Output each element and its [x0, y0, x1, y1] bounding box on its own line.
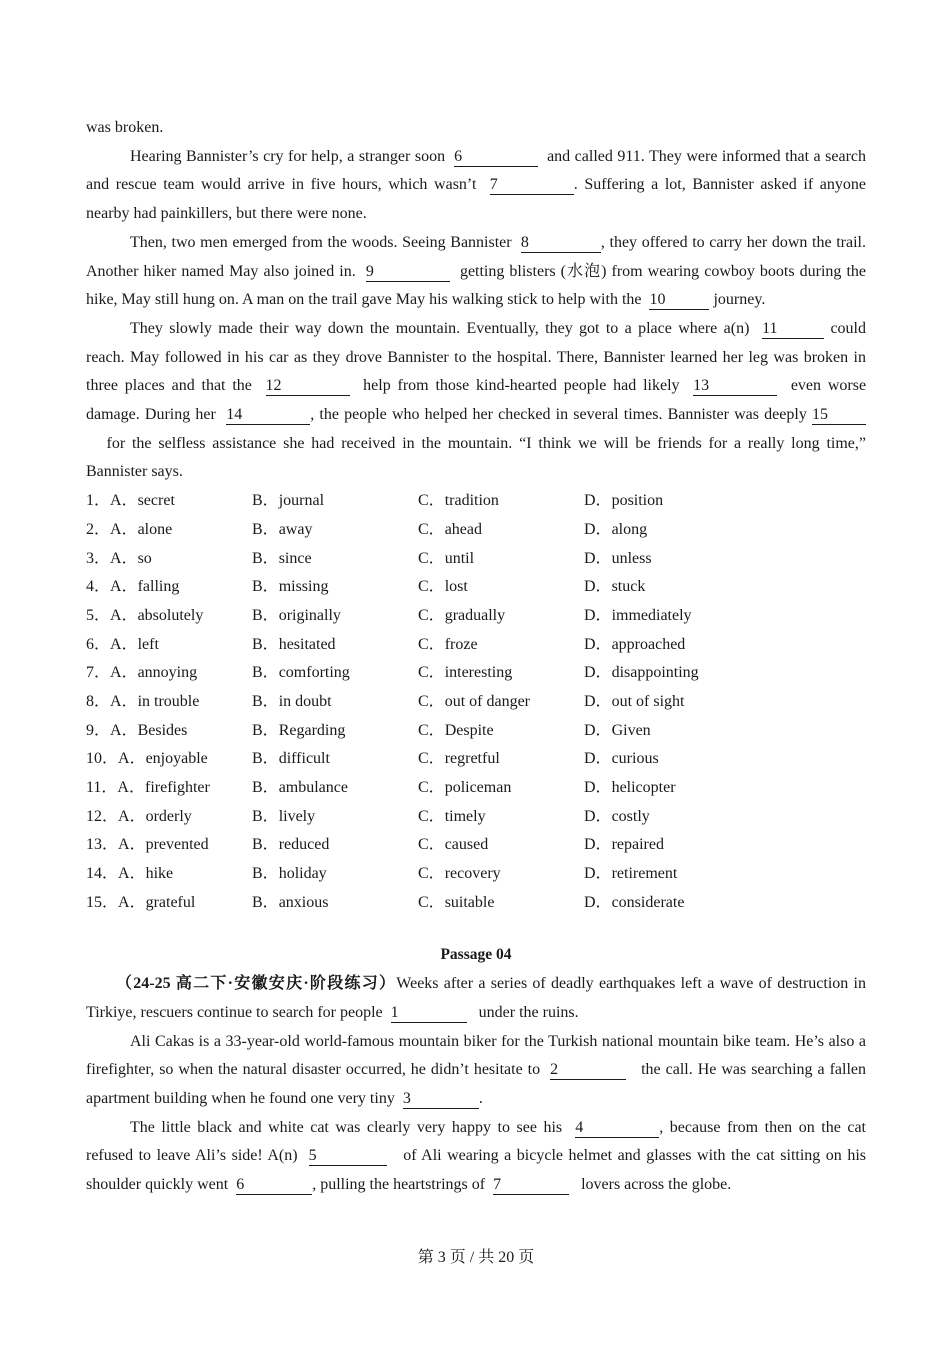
blank-p4-2[interactable]: 2 [550, 1061, 626, 1080]
text: of Ali wearing a bicycle helmet and glasses with the cat sitting on his shoulder quickly went [86, 1147, 866, 1194]
option-c[interactable] [418, 889, 584, 918]
option-d[interactable] [584, 889, 754, 918]
question-number: 3． [86, 549, 111, 567]
option-text: unless [611, 549, 652, 567]
option-d[interactable] [584, 631, 754, 660]
blank-9[interactable]: 9 [366, 263, 450, 282]
option-letter: A． [110, 549, 138, 567]
text: and called 911. They were informed that a search and rescue team would arrive in five hours, which wasn’t [86, 147, 867, 194]
option-letter: A． [118, 865, 146, 883]
option-text: difficult [278, 750, 330, 768]
option-letter: C． [418, 750, 445, 768]
option-text: helicopter [611, 779, 676, 797]
option-letter: B． [252, 492, 279, 510]
blank-p4-3[interactable]: 3 [403, 1090, 479, 1109]
option-letter: D． [584, 779, 612, 797]
option-letter: B． [252, 606, 279, 624]
option-a[interactable] [86, 516, 252, 545]
option-text: out of danger [444, 692, 530, 710]
option-letter: A． [110, 520, 138, 538]
option-letter: B． [252, 635, 279, 653]
option-letter: A． [110, 635, 138, 653]
option-text: annoying [137, 664, 198, 682]
options-list [86, 487, 866, 917]
option-letter: D． [584, 492, 612, 510]
option-text: along [611, 520, 648, 538]
blank-p4-7[interactable]: 7 [493, 1176, 569, 1195]
option-text: absolutely [137, 606, 204, 624]
question-number: 10． [86, 750, 119, 768]
option-text: stuck [611, 578, 646, 596]
option-letter: C． [418, 721, 445, 739]
option-letter: B． [252, 779, 279, 797]
option-letter: B． [252, 836, 279, 854]
question-number: 2． [86, 520, 111, 538]
option-letter: C． [418, 865, 445, 883]
option-text: secret [137, 492, 175, 510]
option-b[interactable] [252, 889, 418, 918]
text: , the people who helped her checked in several times. Bannister was deeply [310, 406, 807, 424]
passage4-paragraph-1 [86, 970, 866, 1027]
text: was broken. [86, 119, 164, 136]
option-letter: A． [118, 807, 146, 825]
option-letter: C． [418, 664, 445, 682]
option-letter: B． [252, 865, 279, 883]
text: could reach. May followed in his car as they drove Bannister to the hospital. There, Bannister learned her leg was broken in three places and that the [86, 319, 866, 395]
blank-7[interactable]: 7 [490, 176, 574, 195]
option-letter: B． [252, 893, 279, 911]
option-row [86, 688, 866, 717]
option-text: firefighter [144, 779, 210, 797]
option-c[interactable] [418, 774, 584, 803]
option-letter: D． [584, 836, 612, 854]
option-c[interactable] [418, 860, 584, 889]
blank-8[interactable]: 8 [521, 234, 601, 253]
option-text: Regarding [278, 721, 346, 739]
option-a[interactable] [86, 717, 252, 746]
option-text: missing [278, 578, 329, 596]
question-source: （24-25 高二下·安徽安庆·阶段练习） [116, 975, 397, 993]
option-letter: D． [584, 721, 612, 739]
option-text: approached [611, 635, 686, 653]
option-a[interactable] [86, 860, 252, 889]
option-letter: C． [418, 606, 445, 624]
question-number: 6． [86, 635, 111, 653]
option-text: falling [137, 578, 180, 596]
text: getting blisters (水泡) from wearing cowboy boots during the hike, May still hung on. A man on the trail gave May his walking stick to help with the [86, 262, 866, 309]
option-letter: A． [118, 836, 146, 854]
text: , because from then on the cat refused to leave Ali’s side! A(n) [86, 1118, 867, 1165]
option-d[interactable] [584, 573, 754, 602]
text: . Suffering a lot, Bannister asked if anyone nearby had painkillers, but there were none. [86, 176, 867, 223]
option-b[interactable] [252, 803, 418, 832]
option-text: since [278, 549, 312, 567]
option-text: journal [278, 492, 325, 510]
option-b[interactable] [252, 631, 418, 660]
question-number: 7． [86, 664, 111, 682]
option-row [86, 516, 866, 545]
text: even worse damage. During her [86, 377, 867, 424]
option-text: left [137, 635, 159, 653]
option-text: immediately [611, 606, 692, 624]
blank-13[interactable]: 13 [693, 377, 777, 396]
option-d[interactable] [584, 717, 754, 746]
option-text: in trouble [137, 692, 200, 710]
option-letter: B． [252, 578, 279, 596]
option-letter: B． [252, 692, 279, 710]
blank-11[interactable]: 11 [762, 320, 824, 339]
paragraph-2 [86, 229, 866, 315]
option-a[interactable] [86, 745, 252, 774]
option-text: anxious [278, 893, 329, 911]
option-letter: B． [252, 520, 279, 538]
option-text: regretful [444, 750, 500, 768]
option-text: hike [145, 865, 174, 883]
option-c[interactable] [418, 717, 584, 746]
option-d[interactable] [584, 516, 754, 545]
option-row [86, 573, 866, 602]
option-c[interactable] [418, 545, 584, 574]
option-b[interactable] [252, 573, 418, 602]
option-c[interactable] [418, 803, 584, 832]
option-d[interactable] [584, 487, 754, 516]
option-text: costly [611, 807, 650, 825]
option-letter: C． [418, 893, 445, 911]
option-letter: B． [252, 721, 279, 739]
option-c[interactable] [418, 487, 584, 516]
blank-15[interactable]: 15 [812, 406, 866, 425]
paragraph-top [86, 114, 866, 143]
question-number: 8． [86, 692, 111, 710]
passage4-paragraph-2 [86, 1028, 866, 1114]
text: lovers across the globe. [581, 1176, 732, 1194]
option-letter: C． [418, 492, 445, 510]
option-text: lost [444, 578, 468, 596]
option-text: lively [278, 807, 316, 825]
option-d[interactable] [584, 774, 754, 803]
blank-6[interactable]: 6 [454, 148, 538, 167]
question-number: 5． [86, 606, 111, 624]
question-number: 11． [86, 779, 118, 797]
option-text: froze [444, 635, 478, 653]
option-letter: A． [110, 664, 138, 682]
text: the call. He was searching a fallen apartment building when he found one very tiny [86, 1061, 867, 1107]
text: . [478, 1089, 483, 1107]
option-text: ahead [444, 520, 482, 538]
option-text: recovery [444, 865, 501, 883]
option-row [86, 545, 866, 574]
option-letter: A． [117, 779, 145, 797]
option-text: position [611, 492, 664, 510]
option-letter: A． [110, 492, 138, 510]
option-text: disappointing [611, 664, 699, 682]
option-row [86, 889, 866, 918]
option-text: caused [444, 836, 489, 854]
option-row [86, 745, 866, 774]
option-b[interactable] [252, 831, 418, 860]
blank-p4-4[interactable]: 4 [575, 1119, 659, 1138]
passage-title: Passage 04 [440, 946, 512, 964]
option-text: timely [444, 807, 486, 825]
option-text: hesitated [278, 635, 336, 653]
option-d[interactable] [584, 831, 754, 860]
option-d[interactable] [584, 659, 754, 688]
option-text: out of sight [611, 692, 685, 710]
option-letter: B． [252, 807, 279, 825]
text: , they offered to carry her down the trail. Another hiker named May also joined in. [86, 233, 867, 280]
option-text: away [278, 520, 313, 538]
option-b[interactable] [252, 860, 418, 889]
option-a[interactable] [86, 803, 252, 832]
option-text: Despite [444, 721, 494, 739]
option-text: Given [611, 721, 651, 739]
page-content [86, 114, 866, 1200]
option-letter: B． [252, 664, 279, 682]
option-row [86, 803, 866, 832]
option-text: prevented [145, 836, 209, 854]
question-number: 9． [86, 721, 111, 739]
option-letter: D． [584, 520, 612, 538]
option-a[interactable] [86, 659, 252, 688]
option-letter: D． [584, 635, 612, 653]
option-text: holiday [278, 865, 327, 883]
option-b[interactable] [252, 602, 418, 631]
text: Then, two men emerged from the woods. Seeing Bannister [130, 233, 512, 251]
option-a[interactable] [86, 631, 252, 660]
option-c[interactable] [418, 602, 584, 631]
option-row [86, 774, 866, 803]
option-text: enjoyable [145, 750, 208, 768]
option-letter: C． [418, 807, 445, 825]
text: Ali Cakas is a 33-year-old world-famous mountain biker for the Turkish national mountain bike team. He’s also a firefighter, so when the natural disaster occurred, he didn’t hesitate to [86, 1032, 866, 1079]
option-row [86, 631, 866, 660]
paragraph-3 [86, 315, 866, 487]
blank-12[interactable]: 12 [266, 377, 350, 396]
option-letter: D． [584, 664, 612, 682]
option-text: tradition [444, 492, 499, 510]
option-row [86, 860, 866, 889]
option-text: originally [278, 606, 341, 624]
blank-14[interactable]: 14 [226, 406, 310, 425]
option-d[interactable] [584, 745, 754, 774]
option-d[interactable] [584, 860, 754, 889]
option-text: until [444, 549, 475, 567]
option-text: orderly [145, 807, 192, 825]
option-letter: A． [110, 578, 138, 596]
option-letter: A． [118, 750, 146, 768]
option-b[interactable] [252, 487, 418, 516]
text: journey. [713, 291, 766, 309]
option-letter: C． [418, 635, 445, 653]
option-d[interactable] [584, 545, 754, 574]
text: help from those kind-hearted people had likely [363, 377, 680, 395]
option-b[interactable] [252, 745, 418, 774]
option-d[interactable] [584, 803, 754, 832]
option-row [86, 487, 866, 516]
question-number: 14． [86, 865, 119, 883]
text: for the selfless assistance she had received in the mountain. “I think we will be friends for a really long time,” Bannister says. [86, 434, 866, 481]
option-row [86, 659, 866, 688]
option-a[interactable] [86, 545, 252, 574]
option-letter: D． [584, 692, 612, 710]
option-letter: D． [584, 893, 612, 911]
option-letter: A． [110, 692, 138, 710]
option-letter: C． [418, 692, 445, 710]
text: They slowly made their way down the mountain. Eventually, they got to a place where a(n) [130, 319, 750, 337]
option-c[interactable] [418, 745, 584, 774]
question-number: 1． [86, 492, 111, 510]
option-a[interactable] [86, 774, 252, 803]
text: Weeks after a series of deadly earthquakes left a wave of destruction in Tirkiye, rescuers continue to search for people [86, 975, 866, 1021]
option-letter: D． [584, 578, 612, 596]
option-a[interactable] [86, 831, 252, 860]
option-letter: C． [418, 520, 445, 538]
blank-p4-6[interactable]: 6 [236, 1176, 312, 1195]
option-b[interactable] [252, 774, 418, 803]
option-text: grateful [145, 893, 196, 911]
option-c[interactable] [418, 631, 584, 660]
option-b[interactable] [252, 516, 418, 545]
option-a[interactable] [86, 889, 252, 918]
option-letter: B． [252, 750, 279, 768]
text: Hearing Bannister’s cry for help, a stranger soon [130, 147, 446, 165]
blank-p4-5[interactable]: 5 [309, 1147, 387, 1166]
question-number: 4． [86, 578, 111, 596]
text: under the ruins. [478, 1003, 579, 1021]
option-b[interactable] [252, 688, 418, 717]
option-text: suitable [444, 893, 495, 911]
option-letter: C． [418, 779, 445, 797]
option-row [86, 602, 866, 631]
option-d[interactable] [584, 602, 754, 631]
passage4-paragraph-3 [86, 1114, 866, 1200]
option-c[interactable] [418, 516, 584, 545]
option-row [86, 831, 866, 860]
option-b[interactable] [252, 545, 418, 574]
option-c[interactable] [418, 573, 584, 602]
option-a[interactable] [86, 602, 252, 631]
option-b[interactable] [252, 659, 418, 688]
option-letter: D． [584, 750, 612, 768]
option-text: reduced [278, 836, 330, 854]
option-a[interactable] [86, 487, 252, 516]
question-number: 13． [86, 836, 119, 854]
text: The little black and white cat was clearly very happy to see his [130, 1118, 563, 1136]
question-number: 12． [86, 807, 119, 825]
option-a[interactable] [86, 688, 252, 717]
question-number: 15． [86, 893, 119, 911]
option-text: curious [611, 750, 659, 768]
option-text: ambulance [278, 779, 348, 797]
option-c[interactable] [418, 659, 584, 688]
option-text: gradually [444, 606, 506, 624]
option-letter: C． [418, 836, 445, 854]
option-letter: A． [110, 721, 138, 739]
option-letter: D． [584, 549, 612, 567]
option-text: interesting [444, 664, 513, 682]
option-text: Besides [137, 721, 188, 739]
text: , pulling the heartstrings of [312, 1176, 486, 1194]
option-text: retirement [611, 865, 678, 883]
option-text: in doubt [278, 692, 332, 710]
option-b[interactable] [252, 717, 418, 746]
option-text: so [137, 549, 152, 567]
paragraph-1 [86, 143, 866, 229]
blank-10[interactable]: 10 [649, 291, 709, 310]
option-letter: A． [110, 606, 138, 624]
option-text: comforting [278, 664, 350, 682]
option-letter: D． [584, 865, 612, 883]
option-letter: D． [584, 807, 612, 825]
option-letter: A． [118, 893, 146, 911]
option-c[interactable] [418, 688, 584, 717]
option-text: repaired [611, 836, 664, 854]
option-letter: C． [418, 549, 445, 567]
option-letter: D． [584, 606, 612, 624]
option-row [86, 717, 866, 746]
option-d[interactable] [584, 688, 754, 717]
option-text: alone [137, 520, 173, 538]
option-a[interactable] [86, 573, 252, 602]
option-letter: B． [252, 549, 279, 567]
page-footer: 第 3 页 / 共 20 页 [417, 1249, 535, 1266]
option-letter: C． [418, 578, 445, 596]
option-text: considerate [611, 893, 685, 911]
option-c[interactable] [418, 831, 584, 860]
option-text: policeman [444, 779, 512, 797]
blank-p4-1[interactable]: 1 [391, 1004, 467, 1023]
